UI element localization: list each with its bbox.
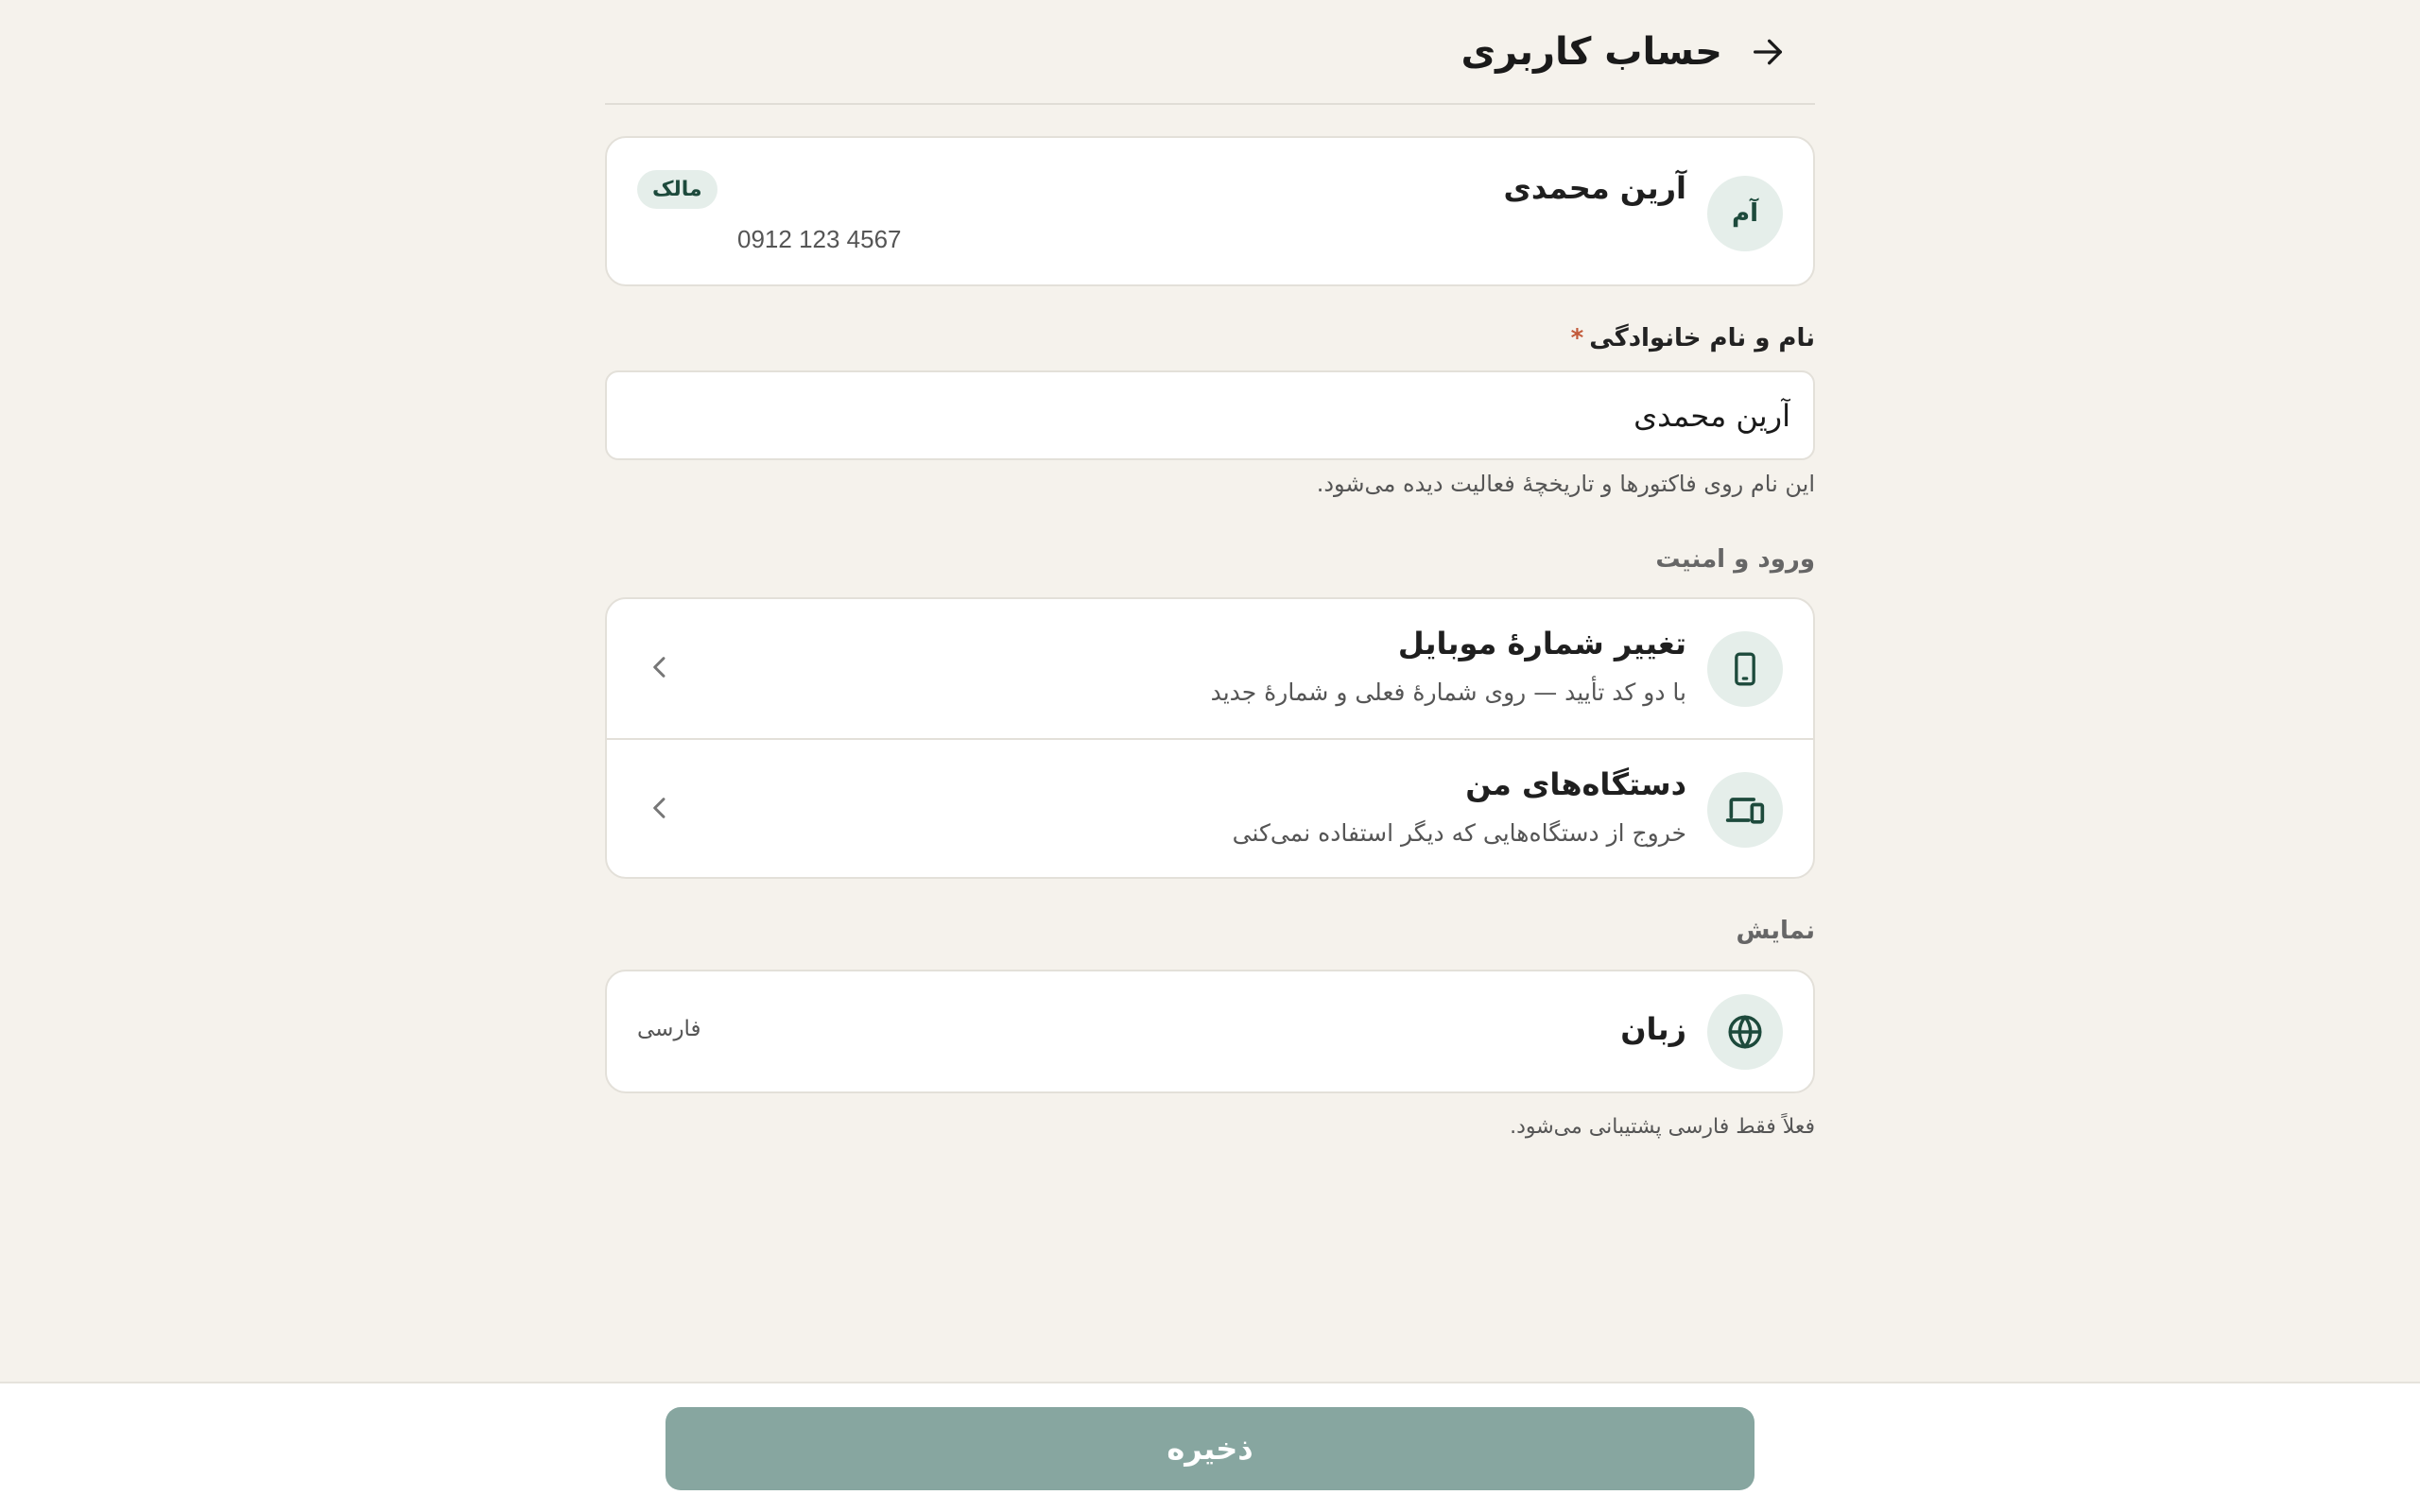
change-mobile-row[interactable]: [607, 599, 1813, 738]
globe-icon: [1707, 994, 1783, 1070]
name-field-label: [605, 324, 1815, 352]
devices-icon: [1707, 772, 1783, 848]
phone-icon: [1707, 631, 1783, 707]
display-section-title: نمایش: [1736, 917, 1815, 945]
profile-phone: 0912 123 4567: [737, 225, 902, 253]
role-badge: مالک: [637, 170, 717, 209]
avatar: آم: [1707, 176, 1783, 251]
save-button[interactable]: ذخیره: [666, 1407, 1754, 1490]
profile-card: [605, 136, 1815, 286]
change-mobile-subtitle: با دو کد تأیید — روی شمارهٔ فعلی و شمارهٔ جدید: [1210, 679, 1686, 706]
change-mobile-title: تغییر شمارهٔ موبایل: [1397, 626, 1686, 662]
my-devices-title: دستگاه‌های من: [1465, 766, 1686, 802]
page-title: حساب کاربری: [1461, 29, 1722, 74]
my-devices-subtitle: خروج از دستگاه‌هایی که دیگر استفاده نمی‌کنی: [1232, 819, 1686, 847]
chevron-left-icon: [645, 793, 675, 823]
language-row[interactable]: [605, 970, 1815, 1093]
language-note: فعلاً فقط فارسی پشتیبانی می‌شود.: [1510, 1115, 1815, 1139]
page-header: [605, 0, 1815, 105]
name-field-label-text: نام و نام خانوادگی: [1589, 324, 1815, 352]
name-helper-text: این نام روی فاکتورها و تاریخچهٔ فعالیت دیده می‌شود.: [1316, 471, 1815, 497]
chevron-left-icon: [645, 652, 675, 682]
language-value: فارسی: [637, 1017, 701, 1041]
language-label: زبان: [1620, 1011, 1686, 1047]
footer-bar: [0, 1382, 2420, 1512]
required-mark: *: [1570, 324, 1584, 352]
security-card: [605, 597, 1815, 879]
arrow-right-icon: [1749, 33, 1787, 71]
back-button[interactable]: [1739, 24, 1796, 80]
name-input[interactable]: [605, 370, 1815, 460]
security-section-title: ورود و امنیت: [1655, 545, 1815, 574]
profile-name: آرین محمدی: [1503, 170, 1686, 206]
my-devices-row[interactable]: [607, 738, 1813, 877]
